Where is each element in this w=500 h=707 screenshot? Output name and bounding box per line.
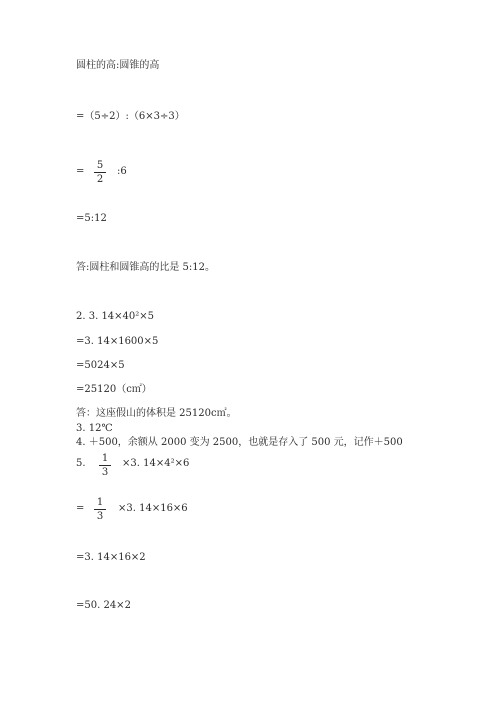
fraction-bar: [94, 509, 106, 510]
item-number: 5.: [76, 458, 86, 469]
text-line: 3. 12℃: [76, 423, 113, 434]
fraction-denominator: 3: [96, 511, 104, 522]
fraction: [94, 497, 106, 522]
fraction-bar: [94, 172, 106, 173]
text-line: 2. 3. 14×40²×5: [76, 311, 155, 322]
fraction-numerator: 5: [96, 160, 104, 171]
text-line: =3. 14×1600×5: [76, 336, 159, 347]
fraction-denominator: 3: [101, 467, 109, 478]
text-line: =5024×5: [76, 360, 125, 371]
fraction-bar: [99, 465, 111, 466]
text-line: =5:12: [76, 213, 107, 224]
text-line: =50. 24×2: [76, 600, 131, 611]
ratio-suffix: :6: [117, 166, 127, 177]
expression-suffix: ×3. 14×16×6: [118, 503, 188, 514]
text-line: =25120（c㎡）: [76, 384, 152, 395]
answer-line: 答：这座假山的体积是 25120c㎡。: [76, 408, 237, 419]
text-line: =3. 14×16×2: [76, 552, 146, 563]
expression-suffix: ×3. 14×4²×6: [122, 458, 190, 469]
fraction-denominator: 2: [96, 174, 104, 185]
answer-line: 答:圆柱和圆锥高的比是 5:12。: [76, 262, 216, 273]
fraction: [99, 453, 111, 478]
text-line: =（5÷2）:（6×3÷3）: [76, 111, 185, 122]
text-line: 圆柱的高:圆锥的高: [76, 60, 160, 71]
fraction-numerator: 1: [96, 497, 104, 508]
fraction-numerator: 1: [101, 453, 109, 464]
equals-sign: =: [76, 503, 85, 514]
fraction: [94, 160, 106, 185]
text-line: 4. ＋500，余额从 2000 变为 2500，也就是存入了 500 元，记作＋500: [76, 437, 403, 448]
equals-sign: =: [76, 166, 85, 177]
